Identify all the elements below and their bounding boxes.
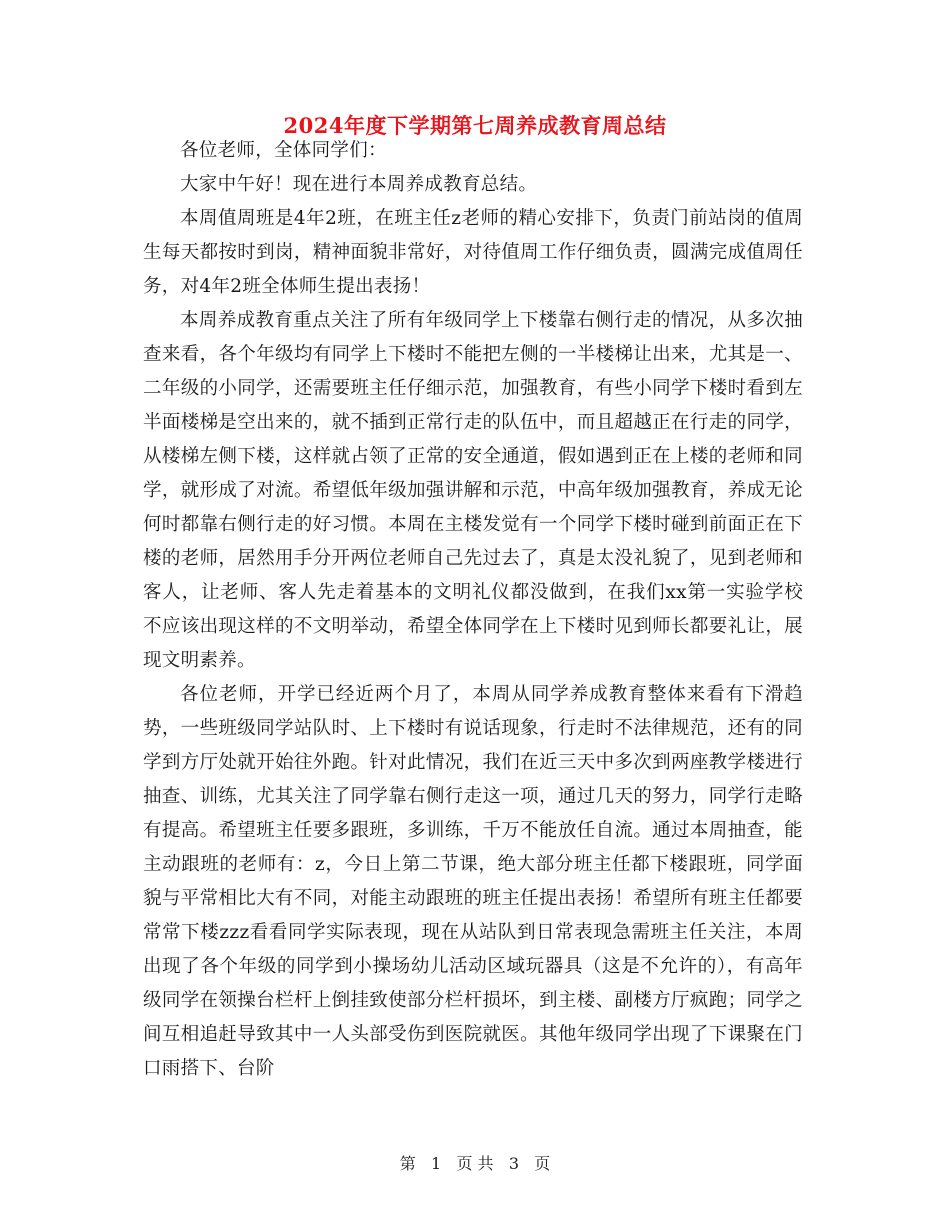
opening-paragraph: 大家中午好！现在进行本周养成教育总结。	[180, 174, 538, 195]
footer-label-page: 第	[399, 1154, 416, 1173]
stair-walking-paragraph: 本周养成教育重点关注了所有年级同学上下楼靠右侧行走的情况，从多次抽查来看，各个年级均有同学上下楼时不能把左侧的一半楼梯让出来，尤其是一、二年级的小同学，还需要班主任仔细示范，加强教育，有些小同学下楼时看到左半面楼梯是空出来的，就不插到正常行走的队伍中，而且超越正在行走的同学，从楼梯左侧下楼，这样就占领了正常的安全通道，假如遇到正在上楼的老师和同学，就形成了对流。希望低年级加强讲解和示范，中高年级加强教育，养成无论何时都靠右侧行走的好习惯。本周在主楼发觉有一个同学下楼时碰到前面正在下楼的老师，居然用手分开两位老师自己先过去了，真是太没礼貌了，见到老师和客人，让老师、客人先走着基本的文明礼仪都没做到，在我们xx第一实验学校不应该出现这样的不文明举动，希望全体同学在上下楼时见到师长都要礼让，展现文明素养。	[143, 310, 803, 671]
document-body	[143, 134, 803, 1086]
footer-label-end: 页	[534, 1154, 551, 1173]
greeting-paragraph: 各位老师，全体同学们：	[180, 140, 387, 161]
footer-current-page: 1	[430, 1154, 442, 1173]
page-footer	[0, 1152, 950, 1176]
overall-trend-paragraph: 各位老师，开学已经近两个月了，本周从同学养成教育整体来看有下滑趋势，一些班级同学站队时、上下楼时有说话现象，行走时不法律规范，还有的同学到方厅处就开始往外跑。针对此情况，我们在近三天中多次到两座教学楼进行抽查、训练，尤其关注了同学靠右侧行走这一项，通过几天的努力，同学行走略有提高。希望班主任要多跟班，多训练，千万不能放任自流。通过本周抽查，能主动跟班的老师有：z，今日上第二节课，绝大部分班主任都下楼跟班，同学面貌与平常相比大有不同，对能主动跟班的班主任提出表扬！希望所有班主任都要常常下楼zzz看看同学实际表现，现在从站队到日常表现急需班主任关注，本周出现了各个年级的同学到小操场幼儿活动区域玩器具（这是不允许的），有高年级同学在领操台栏杆上倒挂致使部分栏杆损坏，到主楼、副楼方厅疯跑；同学之间互相追赶导致其中一人头部受伤到医院就医。其他年级同学出现了下课聚在门口雨搭下、台阶	[143, 684, 803, 1079]
duty-class-paragraph: 本周值周班是4年2班，在班主任z老师的精心安排下，负责门前站岗的值周生每天都按时到岗，精神面貌非常好，对待值周工作仔细负责，圆满完成值周任务，对4年2班全体师生提出表扬！	[143, 208, 803, 297]
footer-label-of: 页 共	[456, 1154, 494, 1173]
document-title: 2024年度下学期第七周养成教育周总结	[283, 113, 667, 138]
footer-total-pages: 3	[508, 1154, 520, 1173]
